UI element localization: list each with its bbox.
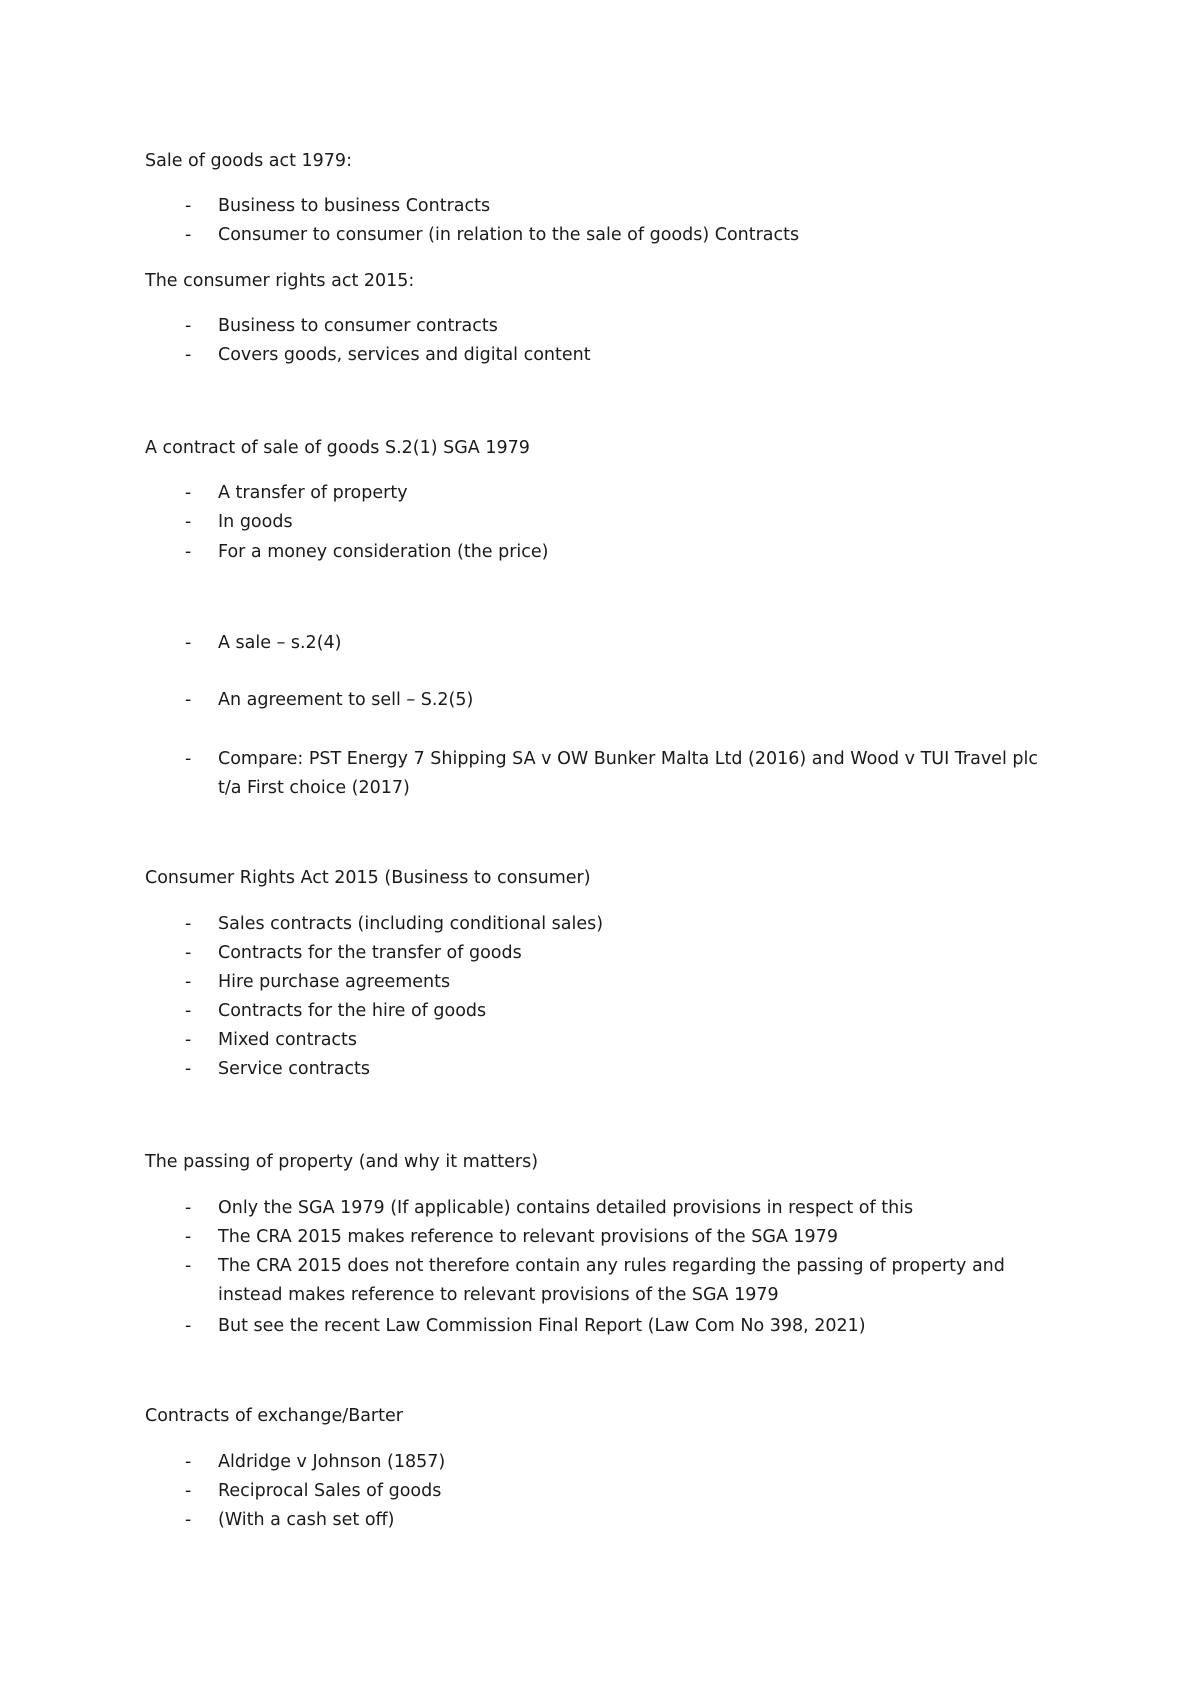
bullet-dash: - (185, 749, 192, 769)
list-item: Service contracts (218, 1059, 371, 1079)
bullet-dash: - (185, 225, 192, 245)
bullet-dash: - (185, 1001, 192, 1021)
list-item: Mixed contracts (218, 1030, 358, 1050)
list-item: Business to business Contracts (218, 196, 491, 216)
section-heading: The passing of property (and why it matters) (145, 1152, 539, 1172)
list-item-continuation: t/a First choice (2017) (218, 778, 410, 798)
list-item: Only the SGA 1979 (If applicable) contains detailed provisions in respect of this (218, 1198, 914, 1218)
bullet-dash: - (185, 345, 192, 365)
bullet-dash: - (185, 690, 192, 710)
bullet-dash: - (185, 1198, 192, 1218)
bullet-dash: - (185, 1452, 192, 1472)
list-item-continuation: instead makes reference to relevant provisions of the SGA 1979 (218, 1285, 779, 1305)
bullet-dash: - (185, 633, 192, 653)
list-item: Consumer to consumer (in relation to the sale of goods) Contracts (218, 225, 800, 245)
list-item: Hire purchase agreements (218, 972, 451, 992)
list-item: Compare: PST Energy 7 Shipping SA v OW Bunker Malta Ltd (2016) and Wood v TUI Travel plc (218, 749, 1038, 769)
list-item: Contracts for the hire of goods (218, 1001, 487, 1021)
bullet-dash: - (185, 1059, 192, 1079)
section-heading: A contract of sale of goods S.2(1) SGA 1979 (145, 438, 530, 458)
list-item: The CRA 2015 does not therefore contain any rules regarding the passing of property and (218, 1256, 1005, 1276)
list-item: Sales contracts (including conditional sales) (218, 914, 604, 934)
bullet-dash: - (185, 1316, 192, 1336)
list-item: Aldridge v Johnson (1857) (218, 1452, 446, 1472)
list-item: Covers goods, services and digital content (218, 345, 591, 365)
bullet-dash: - (185, 943, 192, 963)
list-item: Business to consumer contracts (218, 316, 498, 336)
bullet-dash: - (185, 196, 192, 216)
bullet-dash: - (185, 1510, 192, 1530)
list-item: Reciprocal Sales of goods (218, 1481, 442, 1501)
list-item: For a money consideration (the price) (218, 542, 549, 562)
bullet-dash: - (185, 972, 192, 992)
list-item: (With a cash set off) (218, 1510, 395, 1530)
section-heading: Consumer Rights Act 2015 (Business to consumer) (145, 868, 591, 888)
bullet-dash: - (185, 1481, 192, 1501)
bullet-dash: - (185, 512, 192, 532)
bullet-dash: - (185, 542, 192, 562)
bullet-dash: - (185, 316, 192, 336)
list-item: An agreement to sell – S.2(5) (218, 690, 474, 710)
bullet-dash: - (185, 1030, 192, 1050)
bullet-dash: - (185, 1227, 192, 1247)
list-item: In goods (218, 512, 293, 532)
list-item: A sale – s.2(4) (218, 633, 342, 653)
list-item: A transfer of property (218, 483, 408, 503)
bullet-dash: - (185, 1256, 192, 1276)
list-item: But see the recent Law Commission Final Report (Law Com No 398, 2021) (218, 1316, 866, 1336)
list-item: The CRA 2015 makes reference to relevant provisions of the SGA 1979 (218, 1227, 838, 1247)
bullet-dash: - (185, 914, 192, 934)
section-heading: Contracts of exchange/Barter (145, 1406, 403, 1426)
section-heading: Sale of goods act 1979: (145, 151, 352, 171)
list-item: Contracts for the transfer of goods (218, 943, 522, 963)
bullet-dash: - (185, 483, 192, 503)
section-heading: The consumer rights act 2015: (145, 271, 415, 291)
